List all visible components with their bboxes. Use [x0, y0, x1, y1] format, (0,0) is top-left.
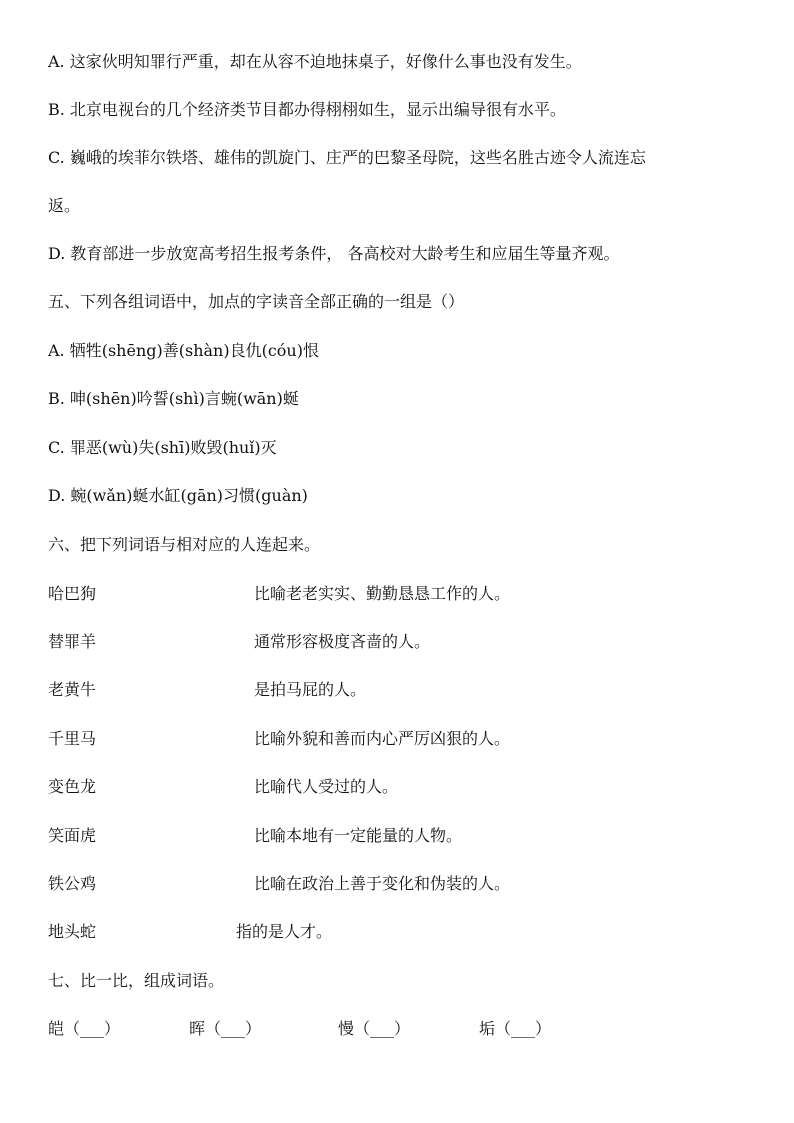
q6-title: 六、把下列词语与相对应的人连起来。 [48, 535, 321, 554]
q6-word: 变色龙 [48, 777, 97, 796]
q5-option-b: B. 呻(shēn)吟誓(shì)言蜿(wān)蜒 [48, 389, 299, 408]
q4-option-b: B. 北京电视台的几个经济类节目都办得栩栩如生，显示出编导很有水平。 [48, 100, 566, 119]
q5-option-d: D. 蜿(wǎn)蜒水缸(gān)习惯(guàn) [48, 486, 308, 505]
q7-fill-blank[interactable]: 慢（___） [338, 1019, 411, 1038]
q4-option-d: D. 教育部进一步放宽高考招生报考条件， 各高校对大龄考生和应届生等量齐观。 [48, 244, 620, 263]
q6-word: 替罪羊 [48, 632, 97, 651]
q4-option-a: A. 这家伙明知罪行严重，却在从容不迫地抹桌子，好像什么事也没有发生。 [48, 52, 582, 71]
q6-word: 笑面虎 [48, 826, 97, 845]
q6-word: 哈巴狗 [48, 584, 97, 603]
q6-meaning: 比喻在政治上善于变化和伪装的人。 [254, 874, 511, 893]
q7-title: 七、比一比，组成词语。 [48, 971, 225, 990]
q6-word: 地头蛇 [48, 922, 97, 941]
q7-fill-blank[interactable]: 皑（___） [48, 1019, 121, 1038]
q6-meaning: 是拍马屁的人。 [254, 680, 367, 699]
q6-word: 铁公鸡 [48, 874, 97, 893]
q6-meaning: 比喻代人受过的人。 [254, 777, 399, 796]
q7-fill-blank[interactable]: 晖（___） [189, 1019, 262, 1038]
q6-meaning: 通常形容极度吝啬的人。 [254, 632, 431, 651]
q4-option-c-line1: C. 巍峨的埃菲尔铁塔、雄伟的凯旋门、庄严的巴黎圣母院，这些名胜古迹令人流连忘 [48, 148, 646, 167]
q6-meaning: 比喻外貌和善而内心严厉凶狠的人。 [254, 729, 511, 748]
q6-word: 千里马 [48, 729, 97, 748]
q6-meaning: 比喻本地有一定能量的人物。 [254, 826, 463, 845]
q6-word: 老黄牛 [48, 680, 97, 699]
q6-meaning: 比喻老老实实、勤勤恳恳工作的人。 [254, 584, 511, 603]
q4-option-c-line2: 返。 [48, 196, 81, 215]
q6-meaning: 指的是人才。 [236, 922, 333, 941]
q5-option-a: A. 牺牲(shēng)善(shàn)良仇(cóu)恨 [48, 341, 319, 360]
q5-option-c: C. 罪恶(wù)失(shī)败毁(huǐ)灭 [48, 438, 277, 457]
q5-title: 五、下列各组词语中，加点的字读音全部正确的一组是（） [48, 292, 465, 311]
q7-fill-blank[interactable]: 垢（___） [479, 1019, 552, 1038]
